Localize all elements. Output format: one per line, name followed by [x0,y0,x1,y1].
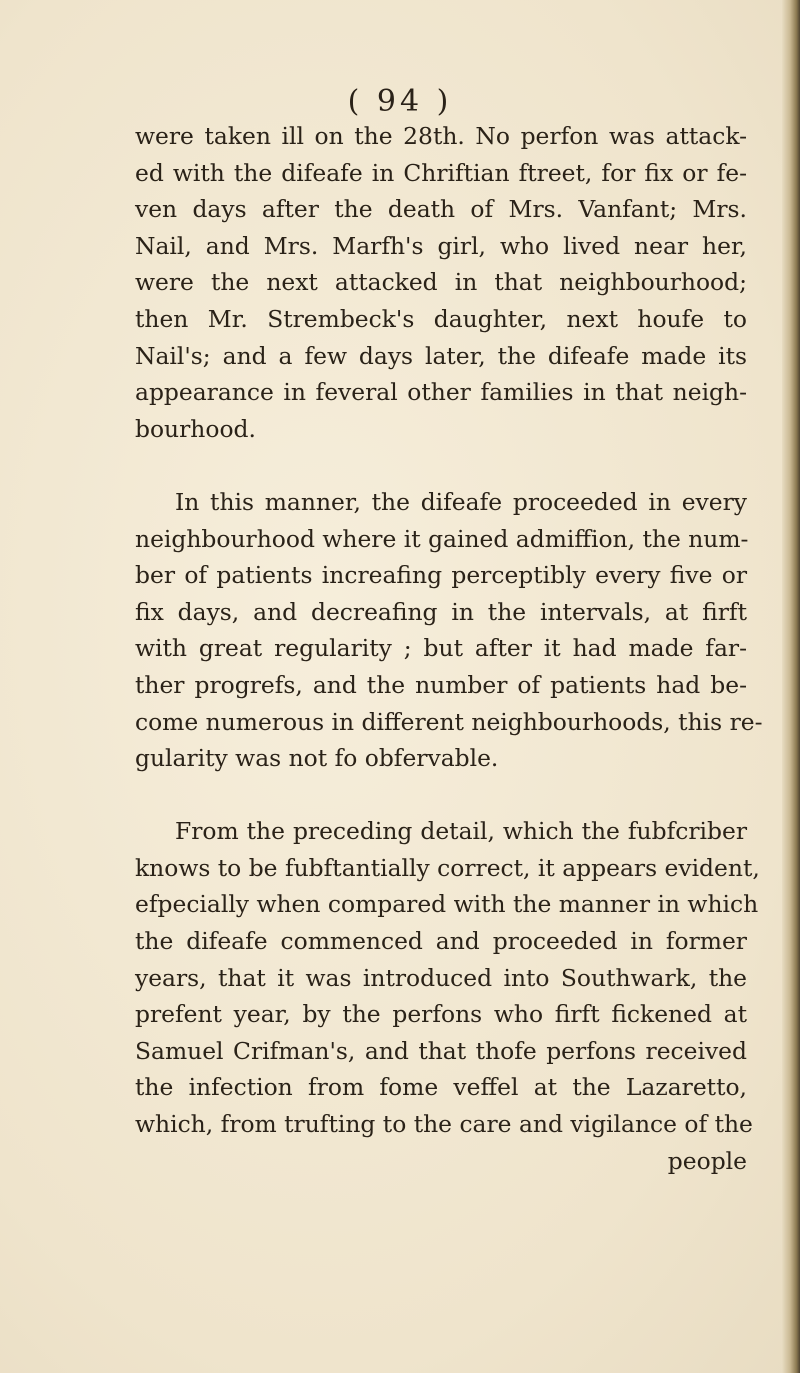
paragraph-gap [135,777,747,814]
text-line: bourhood. [135,414,256,443]
text-line: fix days, and decreafing in the intervals, at firft [135,597,747,626]
page-number: ( 94 ) [347,84,453,119]
text-line: with great regularity ; but after it had made far- [135,634,747,663]
text-line: knows to be fubftantially correct, it appears evident, [135,853,760,882]
catchword: people [667,1146,747,1175]
text-line: were taken ill on the 28th. No perfon was attack- [135,122,747,150]
paragraph-3 [135,813,760,1142]
text-line: years, that it was introduced into Southwark, the [135,963,747,992]
text-line: ther progrefs, and the number of patients had be- [135,670,747,699]
text-line: the infection from fome veffel at the Lazaretto, [135,1073,747,1102]
text-line: come numerous in different neighbourhoods, this re- [135,707,763,736]
text-line: ven days after the death of Mrs. Vanfant; Mrs. [135,195,747,224]
text-line: neighbourhood where it gained admiffion, the num- [135,524,749,553]
text-line: Nail, and Mrs. Marfh's girl, who lived near her, [135,231,747,260]
paragraph-2 [135,484,763,777]
text-line: were the next attacked in that neighbourhood; [135,268,747,297]
text-line: Nail's; and a few days later, the difeafe made its [135,341,747,370]
text-line: Samuel Crifman's, and that thofe perfons received [135,1036,747,1065]
paragraph-gap [135,447,747,484]
text-line: gularity was not fo obfervable. [135,744,499,773]
text-line: which, from trufting to the care and vigilance of the [135,1110,753,1139]
text-line: appearance in feveral other families in that neigh- [135,378,747,407]
text-line: ed with the difeafe in Chriftian ftreet, for fix or fe- [135,158,747,187]
text-line: From the preceding detail, which the fubfcriber [175,817,747,846]
paragraph-1 [135,118,747,447]
text-line: prefent year, by the perfons who firft fickened at [135,1000,747,1029]
text-line: ber of patients increafing perceptibly every five or [135,561,747,590]
body-text [135,118,763,1179]
page-edge-shadow [782,0,800,1373]
text-line: In this manner, the difeafe proceeded in every [175,487,747,516]
text-line: efpecially when compared with the manner in which [135,890,759,919]
text-line: then Mr. Strembeck's daughter, next houfe to [135,304,747,333]
text-line: the difeafe commenced and proceeded in former [135,927,747,956]
